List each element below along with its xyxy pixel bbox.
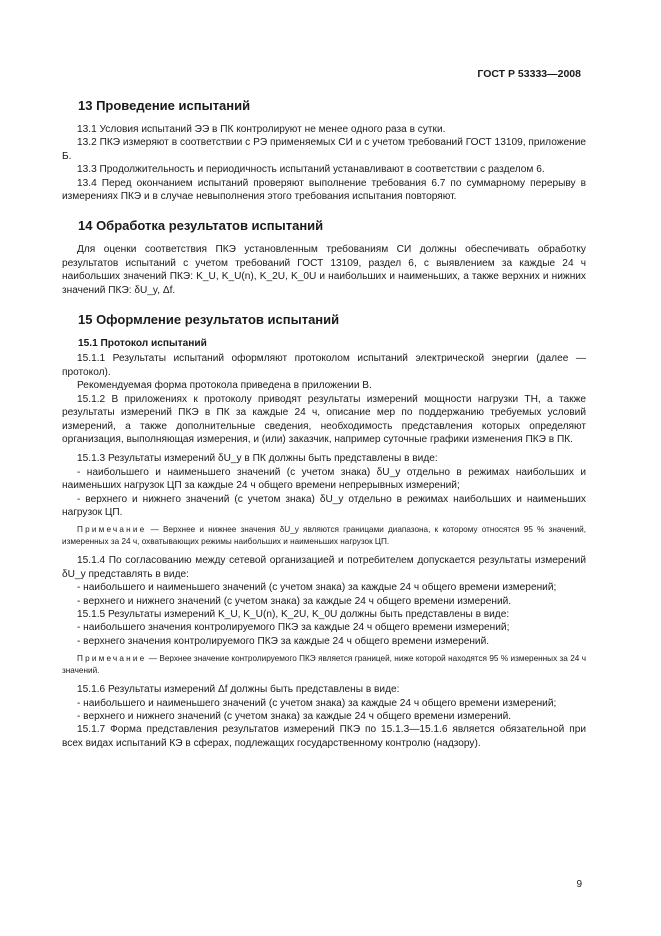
paragraph-13-2: 13.2 ПКЭ измеряют в соответствии с РЭ применяемых СИ и с учетом требований ГОСТ 13109, приложение Б. <box>62 137 586 162</box>
note-2 <box>62 653 586 677</box>
paragraph-13-1: 13.1 Условия испытаний ЭЭ в ПК контролируют не менее одного раза в сутки. <box>77 124 446 135</box>
note-label: Примечание <box>77 525 147 535</box>
page-content <box>62 98 586 765</box>
page-number: 9 <box>576 879 582 890</box>
note-text: — Верхнее значение контролируемого ПКЭ является границей, ниже которой находятся 95 % измеренных за 24 ч значений. <box>62 654 586 676</box>
section-14-title: 14 Обработка результатов испытаний <box>78 218 324 234</box>
list-item: - верхнего и нижнего значений (с учетом знака) за каждые 24 ч общего времени измерений. <box>77 711 512 722</box>
paragraph-15-1-3: 15.1.3 Результаты измерений δU_y в ПК должны быть представлены в виде: <box>77 453 438 465</box>
list-item: - наибольшего и наименьшего значений (с учетом знака) за каждые 24 ч общего времени измерений; <box>77 697 557 709</box>
section-14 <box>62 218 586 297</box>
list-item: - наибольшего значения контролируемого ПКЭ за каждые 24 ч общего времени измерений; <box>77 622 510 634</box>
list-item: - верхнего значения контролируемого ПКЭ за каждые 24 ч общего времени измерений. <box>77 635 490 647</box>
note-1 <box>62 524 586 548</box>
section-13 <box>62 98 586 203</box>
paragraph-13-4: 13.4 Перед окончанием испытаний проверяют выполнение требования 6.7 по суммарному перерыву в измерениях ПКЭ и в случае невыполнения этого требования испытания повторяют. <box>62 177 586 203</box>
note-text: — Верхнее и нижнее значения δU_y являются границами диапазона, к которому относятся 95 % значений, измеренных за 24 ч, охватывающих режимы наибольших и наименьших нагрузок ЦП. <box>62 525 586 547</box>
paragraph-15-1-5: 15.1.5 Результаты измерений K_U, K_U(n), K_2U, K_0U должны быть представлены в виде: <box>77 608 510 620</box>
paragraph-15-1-1: 15.1.1 Результаты испытаний оформляют протоколом испытаний электрической энергии (далее — протокол). <box>62 353 586 378</box>
paragraph-15-1-7: 15.1.7 Форма представления результатов измерений ПКЭ по 15.1.3—15.1.6 является обязательной при всех видах испытаний КЭ в сферах, подлежащих государственному контролю (надзору). <box>62 724 586 749</box>
subsection-15-1-title: 15.1 Протокол испытаний <box>78 338 207 350</box>
list-item: - верхнего и нижнего значений (с учетом знака) δU_y отдельно в режимах наибольших и наименьших нагрузок ЦП. <box>62 493 586 518</box>
list-item: - наибольшего и наименьшего значений (с учетом знака) δU_y отдельно в режимах наибольших и наименьших нагрузок ЦП за каждые 24 ч общего времени непрерывных измерений; <box>62 466 586 492</box>
note-label: Примечание <box>77 654 147 664</box>
paragraph-15-1-6: 15.1.6 Результаты измерений Δf должны быть представлены в виде: <box>77 684 400 696</box>
section-15-title: 15 Оформление результатов испытаний <box>78 312 340 328</box>
paragraph-15-1-1-b: Рекомендуемая форма протокола приведена в приложении В. <box>77 380 372 392</box>
paragraph-13-3: 13.3 Продолжительность и периодичность испытаний устанавливают в соответствии с разделом 6. <box>77 164 545 176</box>
paragraph-15-1-4: 15.1.4 По согласованию между сетевой организацией и потребителем допускается результаты измерений δU_y представлять в виде: <box>62 555 586 580</box>
document-code: ГОСТ Р 53333—2008 <box>477 68 581 80</box>
paragraph-14: Для оценки соответствия ПКЭ установленным требованиям СИ должны обеспечивать обработку результатов испытаний с учетом требований ГОСТ 13109, раздел 6, с выявлением за каждые 24 ч наибольших значений ПКЭ: K_U, K_U(n), K_2U, K_0U и наибольших и наименьших, а также верхних и нижних значений ПКЭ: δU_y, Δf. <box>62 244 586 296</box>
list-item: - наибольшего и наименьшего значений (с учетом знака) за каждые 24 ч общего времени измерений; <box>77 582 557 594</box>
section-13-title: 13 Проведение испытаний <box>78 98 251 113</box>
section-15 <box>62 312 586 750</box>
paragraph-15-1-2: 15.1.2 В приложениях к протоколу приводят результаты измерений мощности нагрузки ТН, а также результаты измерений ПКЭ в ПК за каждые 24 ч, описание мер по поддержанию требуемых условий измерений, а также дополнительные сведения, необходимость представления которых определяют организация, выполняющая измерения, и (или) заказчик, например суточные графики изменения ПКЭ в ПК. <box>62 393 586 445</box>
list-item: - верхнего и нижнего значений (с учетом знака) за каждые 24 ч общего времени измерений. <box>77 595 512 607</box>
